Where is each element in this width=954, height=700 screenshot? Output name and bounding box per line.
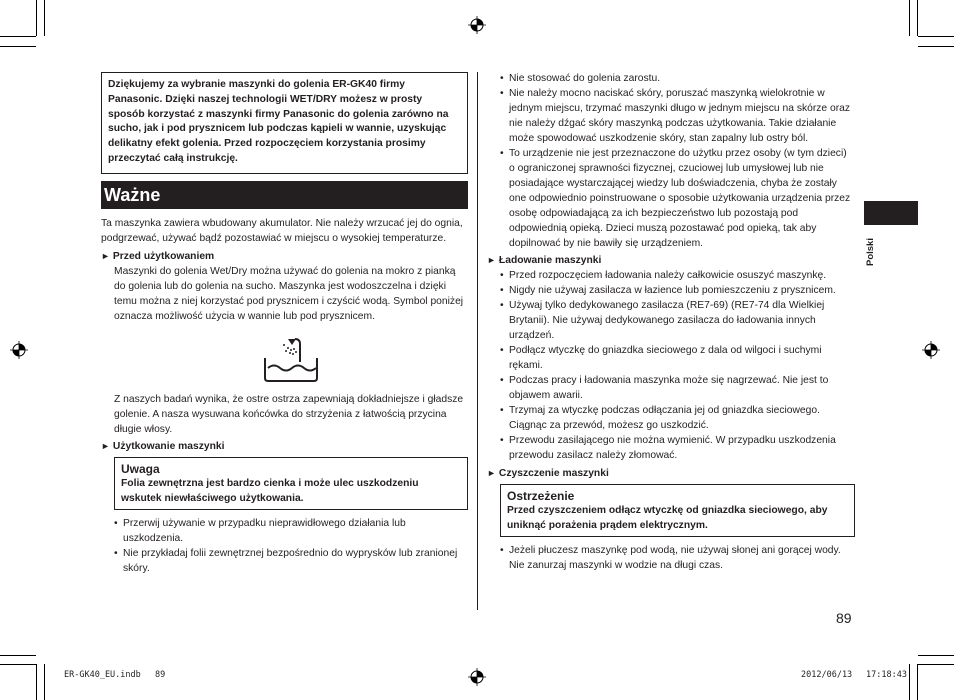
column-divider	[477, 72, 478, 610]
arrow-right-icon: ►	[487, 468, 496, 478]
crop-mark	[0, 655, 36, 656]
crop-mark	[918, 655, 954, 656]
footer-time: 17:18:43	[866, 670, 907, 680]
caution-text: Folia zewnętrzna jest bardzo cienka i może ulec uszkodzeniu wskutek niewłaściwego użytkowania.	[121, 478, 419, 504]
right-column	[487, 71, 855, 573]
usage-bullets	[114, 516, 468, 576]
battery-paragraph: Ta maszynka zawiera wbudowany akumulator. Nie należy wrzucać jej do ognia, podgrzewać, używać bądź pozostawiać w miejscu o wysokiej temperaturze.	[101, 218, 463, 244]
crop-mark	[0, 36, 36, 37]
page-number: 89	[836, 610, 852, 626]
list-item: • Przewodu zasilającego nie można wymienić. W przypadku uszkodzenia przewodu zasilacz należy złomować.	[500, 433, 855, 463]
crop-mark	[36, 664, 37, 700]
registration-mark-icon	[468, 16, 486, 34]
intro-box: Dziękujemy za wybranie maszynki do golenia ER-GK40 firmy Panasonic. Dzięki naszej technologii WET/DRY możesz w prosty sposób korzystać z maszynki firmy Panasonic do golenia zarówno na sucho, jak i pod prysznicem lub podczas kąpieli w wannie, uzyskując delikatny efekt golenia. Przed rozpoczęciem korzystania prosimy przeczytać całą instrukcję.	[101, 72, 468, 174]
arrow-right-icon: ►	[101, 251, 110, 261]
list-item: • Nie przykładaj folii zewnętrznej bezpośrednio do wyprysków lub zranionej skóry.	[114, 546, 468, 576]
warning-box	[500, 484, 855, 537]
usage-title: Użytkowanie maszynki	[112, 441, 225, 452]
bath-shower-icon	[262, 336, 320, 384]
top-bullets	[500, 71, 855, 251]
crop-mark	[917, 0, 918, 36]
crop-mark	[909, 0, 910, 36]
list-item: • Przerwij używanie w przypadku nieprawidłowego działania lub uszkodzenia.	[114, 516, 468, 546]
registration-mark-icon	[468, 668, 486, 686]
left-column	[101, 216, 468, 576]
crop-mark	[0, 664, 36, 665]
list-item: • Jeżeli płuczesz maszynkę pod wodą, nie używaj słonej ani gorącej wody. Nie zanurzaj maszynki w wodzie na długi czas.	[500, 543, 855, 573]
list-item: • Używaj tylko dedykowanego zasilacza (RE7-69) (RE7-74 dla Wielkiej Brytanii). Nie używaj dedykowanego zasilacza do ładowania innych urządzeń.	[500, 298, 855, 343]
registration-mark-icon	[922, 341, 940, 359]
list-item: • Nigdy nie używaj zasilacza w łazience lub pomieszczeniu z prysznicem.	[500, 283, 855, 298]
section-heading: Ważne	[101, 181, 468, 209]
crop-mark	[44, 664, 45, 700]
caution-box	[114, 457, 468, 510]
language-tab	[864, 201, 918, 225]
crop-mark	[917, 664, 918, 700]
bath-symbol-area	[101, 324, 468, 392]
before-use-paragraph: Maszynki do golenia Wet/Dry można używać do golenia na mokro z pianką do golenia lub do golenia na sucho. Maszynka jest wodoszczelna i dzięki temu można z niej korzystać pod prysznicem i czyścić wodą. Symbol poniżej oznacza możliwość użycia w wannie lub pod prysznicem.	[114, 266, 464, 322]
warning-text: Przed czyszczeniem odłącz wtyczkę od gniazdka sieciowego, aby uniknąć porażenia prądem elektrycznym.	[507, 505, 828, 531]
footer-date: 2012/06/13	[801, 670, 853, 680]
crop-mark	[918, 664, 954, 665]
list-item: • Nie stosować do golenia zarostu.	[500, 71, 855, 86]
charging-title: Ładowanie maszynki	[498, 255, 602, 266]
cleaning-heading	[487, 466, 855, 481]
before-use-heading	[101, 249, 468, 264]
footer-filename: ER-GK40_EU.indb	[64, 670, 141, 680]
crop-mark	[909, 664, 910, 700]
usage-heading	[101, 439, 468, 454]
list-item: • Nie należy mocno naciskać skóry, poruszać maszynką wielokrotnie w jednym miejscu, trzymać maszynki długo w jednym miejscu na skórze oraz nie należy dźgać skóry maszynką podczas użytkowania. Takie działanie może spowodować uszkodzenie skóry, stan zapalny lub ostry ból.	[500, 86, 855, 146]
charging-bullets	[500, 268, 855, 463]
footer-file-page: 89	[155, 670, 166, 680]
cleaning-bullets	[500, 543, 855, 573]
arrow-right-icon: ►	[487, 255, 496, 265]
blade-paragraph: Z naszych badań wynika, że ostre ostrza zapewniają dokładniejsze i gładsze golenie. A nasza wysuwana końcówka do strzyżenia z łatwością przycina długie włosy.	[114, 394, 464, 435]
crop-mark	[918, 36, 954, 37]
list-item: • Przed rozpoczęciem ładowania należy całkowicie osuszyć maszynkę.	[500, 268, 855, 283]
crop-mark	[918, 46, 954, 47]
arrow-right-icon: ►	[101, 441, 110, 451]
list-item: • Podłącz wtyczkę do gniazdka sieciowego z dala od wilgoci i suchymi rękami.	[500, 343, 855, 373]
list-item: • To urządzenie nie jest przeznaczone do użytku przez osoby (w tym dzieci) o ograniczonej sprawności fizycznej, czuciowej lub umysłowej lub nie posiadające wystarczającej wiedzy lub doświadczenia, chyba że zostały one odpowiednio poinstruowane o sposobie użytkowania urządzenia przez osobę odpowiadającą za ich bezpieczeństwo lub pozostają pod odpowiednią opieką. Dzieci muszą pozostawać pod opieką, tak aby dopilnować by nie bawiły się urządzeniem.	[500, 146, 855, 251]
list-item: • Podczas pracy i ładowania maszynka może się nagrzewać. Nie jest to objawem awarii.	[500, 373, 855, 403]
warning-title: Ostrzeżenie	[507, 489, 575, 503]
crop-mark	[36, 0, 37, 36]
caution-title: Uwaga	[121, 462, 160, 476]
list-item: • Trzymaj za wtyczkę podczas odłączania jej od gniazdka sieciowego. Ciągnąc za przewód, możesz go uszkodzić.	[500, 403, 855, 433]
registration-mark-icon	[10, 341, 28, 359]
charging-heading	[487, 253, 855, 268]
language-label-text: Polski	[865, 238, 876, 266]
crop-mark	[0, 46, 36, 47]
before-use-title: Przed użytkowaniem	[112, 251, 215, 262]
language-label	[855, 236, 885, 266]
crop-mark	[44, 0, 45, 36]
cleaning-title: Czyszczenie maszynki	[498, 468, 609, 479]
